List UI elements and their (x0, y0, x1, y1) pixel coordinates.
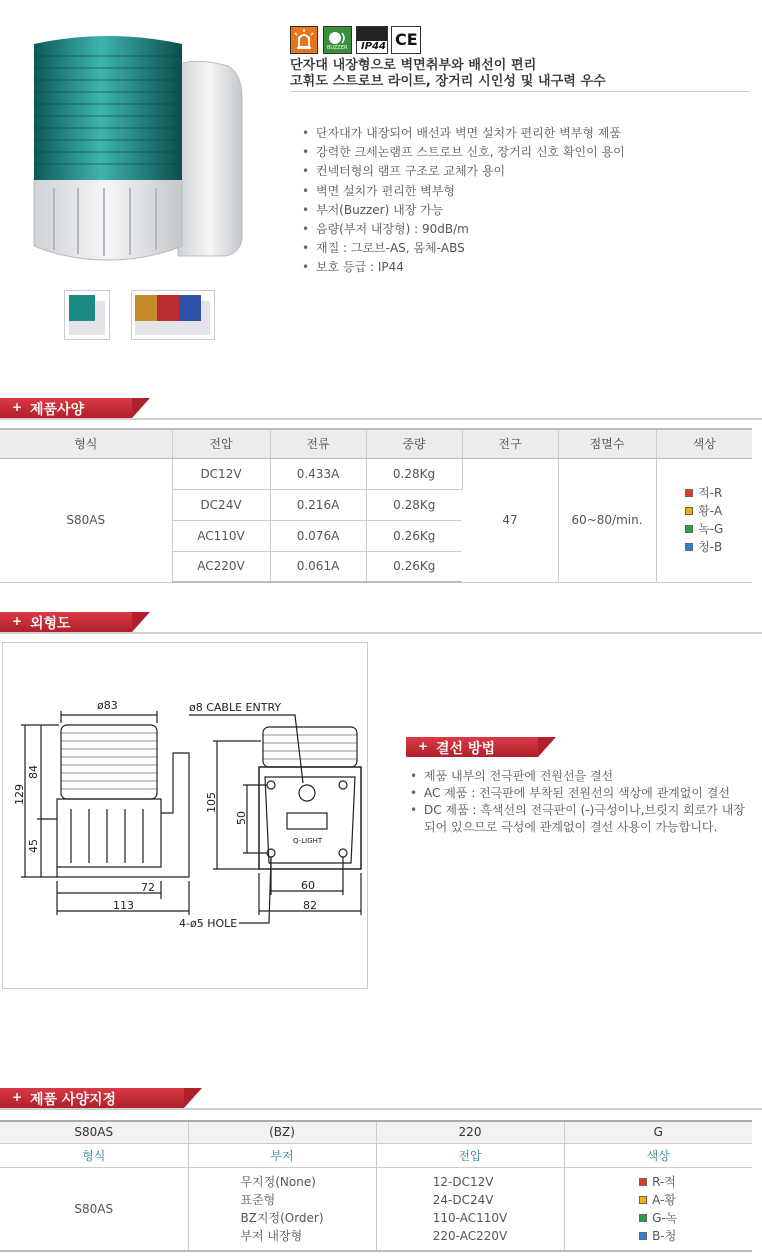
bulb-cell: 47 (462, 458, 558, 582)
voltage-option: 12-DC12V (432, 1174, 494, 1189)
feature-item: • 음량(부저 내장형) : 90dB/m (302, 220, 625, 239)
col-header: 전압 (376, 1143, 564, 1167)
buzzer-option: 부저 내장형 (240, 1228, 303, 1243)
voltage-cell (376, 1167, 564, 1251)
spec-table (0, 428, 752, 583)
feature-item: • 부저(Buzzer) 내장 가능 (302, 201, 625, 220)
voltage-option: 110-AC110V (432, 1210, 508, 1225)
feature-item: • 강력한 크세논램프 스트로브 신호, 장거리 신호 확인이 용이 (302, 143, 625, 162)
subtitle-line-1: 단자대 내장형으로 벽면취부와 배선이 편리 (290, 58, 537, 73)
order-code-row (0, 1121, 752, 1143)
plus-icon: + (12, 1090, 23, 1104)
product-photo (28, 28, 250, 268)
voltage-cell: AC220V (172, 551, 270, 582)
dim-label: 113 (113, 899, 134, 912)
plus-icon: + (12, 400, 23, 414)
col-header: 전압 (172, 429, 270, 458)
voltage-cell: DC12V (172, 458, 270, 489)
flash-cell: 60~80/min. (558, 458, 656, 582)
dim-label: 60 (301, 879, 315, 892)
brand-label: Q-LIGHT (293, 837, 323, 845)
color-label: R-적 (652, 1174, 676, 1189)
dim-label: ø83 (97, 699, 118, 712)
weight-cell: 0.26Kg (366, 551, 462, 582)
weight-cell: 0.28Kg (366, 458, 462, 489)
weight-cell: 0.26Kg (366, 520, 462, 551)
weight-cell: 0.28Kg (366, 489, 462, 520)
ce-label: CE (395, 30, 418, 49)
dim-label: ø8 CABLE ENTRY (189, 701, 282, 714)
order-code-cell: (BZ) (188, 1121, 376, 1143)
buzzer-label: BUZZER (327, 45, 348, 51)
section-title: 결선 방법 (436, 741, 495, 757)
section-header-spec (0, 398, 762, 420)
plus-icon: + (12, 614, 23, 628)
col-header: 중량 (366, 429, 462, 458)
table-row (0, 458, 752, 489)
buzzer-cell (188, 1167, 376, 1251)
product-subtitle (290, 58, 606, 90)
model-cell: S80AS (0, 1167, 188, 1251)
col-header: 색상 (656, 429, 752, 458)
ce-icon (391, 26, 421, 54)
col-header: 전류 (270, 429, 366, 458)
model-cell: S80AS (0, 458, 172, 582)
wiring-item: • AC 제품 : 전극판에 부착된 전원선의 색상에 관계없이 결선 (410, 785, 750, 802)
feature-item: • 벽면 설치가 편리한 벽부형 (302, 182, 625, 201)
current-cell: 0.433A (270, 458, 366, 489)
color-cell (656, 458, 752, 582)
feature-item: • 단자대가 내장되어 배선과 벽면 설치가 편리한 벽부형 제품 (302, 124, 625, 143)
dim-label: 84 (27, 765, 40, 779)
buzzer-option: BZ지정(Order) (240, 1210, 324, 1225)
red-swatch-icon (685, 489, 693, 497)
col-header: 형식 (0, 429, 172, 458)
dim-label: 129 (13, 784, 26, 805)
plus-icon: + (418, 739, 429, 753)
order-code-cell: 220 (376, 1121, 564, 1143)
col-header: 색상 (564, 1143, 752, 1167)
section-header-wiring (406, 737, 566, 759)
dim-label: 72 (141, 881, 155, 894)
col-header: 형식 (0, 1143, 188, 1167)
blue-swatch-icon (685, 543, 693, 551)
dim-label: 50 (235, 811, 248, 825)
wiring-item: • 제품 내부의 전극판에 전원선을 결선 (410, 768, 750, 785)
color-label: 황-A (698, 504, 723, 518)
current-cell: 0.076A (270, 520, 366, 551)
green-swatch-icon (685, 525, 693, 533)
thumbnail-green[interactable] (64, 290, 110, 340)
table-row (0, 1167, 752, 1251)
color-label: 청-B (698, 540, 723, 554)
section-header-drawing (0, 612, 762, 634)
amber-swatch-icon (639, 1196, 647, 1204)
table-header-row (0, 429, 752, 458)
voltage-cell: AC110V (172, 520, 270, 551)
green-swatch-icon (639, 1214, 647, 1222)
order-code-cell: G (564, 1121, 752, 1143)
feature-item: • 재질 : 그로브-AS, 몸체-ABS (302, 239, 625, 258)
wiring-list (410, 768, 750, 836)
ip44-icon (356, 26, 388, 54)
blue-swatch-icon (639, 1232, 647, 1240)
col-header: 전구 (462, 429, 558, 458)
current-cell: 0.216A (270, 489, 366, 520)
voltage-cell: DC24V (172, 489, 270, 520)
dim-label: 105 (205, 792, 218, 813)
amber-swatch-icon (685, 507, 693, 515)
section-header-order (0, 1088, 762, 1110)
ip44-label: IP44 (361, 41, 386, 52)
dimension-drawing (2, 642, 368, 989)
section-title: 제품사양 (30, 402, 85, 418)
col-header: 점멸수 (558, 429, 656, 458)
subtitle-line-2: 고휘도 스트로브 라이트, 장거리 시인성 및 내구력 우수 (290, 74, 606, 89)
color-label: 녹-G (698, 522, 724, 536)
order-header-row (0, 1143, 752, 1167)
color-label: G-녹 (652, 1210, 678, 1225)
thumbnail-colors[interactable] (131, 290, 215, 340)
section-title: 제품 사양지정 (30, 1092, 117, 1108)
buzzer-option: 무지정(None) (240, 1174, 316, 1189)
color-label: 적-R (698, 486, 723, 500)
section-title: 외형도 (30, 616, 71, 632)
current-cell: 0.061A (270, 551, 366, 582)
order-table (0, 1120, 752, 1252)
red-swatch-icon (639, 1178, 647, 1186)
color-label: B-청 (652, 1228, 677, 1243)
feature-list (302, 124, 625, 278)
voltage-option: 220-AC220V (432, 1228, 508, 1243)
buzzer-option: 표준형 (240, 1192, 276, 1207)
buzzer-icon (323, 26, 352, 54)
subtitle-divider (290, 91, 750, 92)
feature-item: • 컨넥터형의 램프 구조로 교체가 용이 (302, 162, 625, 181)
col-header: 부저 (188, 1143, 376, 1167)
dim-label: 82 (303, 899, 317, 912)
color-label: A-황 (652, 1192, 676, 1207)
strobe-icon (290, 26, 318, 54)
dim-label: 4-ø5 HOLE (179, 917, 238, 930)
dim-label: 45 (27, 839, 40, 853)
wiring-item: • DC 제품 : 흑색선의 전극판이 (-)극성이나,브릿지 회로가 내장 되어 있으므로 극성에 관계없이 결선 사용이 가능합니다. (410, 802, 750, 836)
order-code-cell: S80AS (0, 1121, 188, 1143)
feature-item: • 보호 등급 : IP44 (302, 258, 625, 277)
voltage-option: 24-DC24V (432, 1192, 494, 1207)
color-cell (564, 1167, 752, 1251)
